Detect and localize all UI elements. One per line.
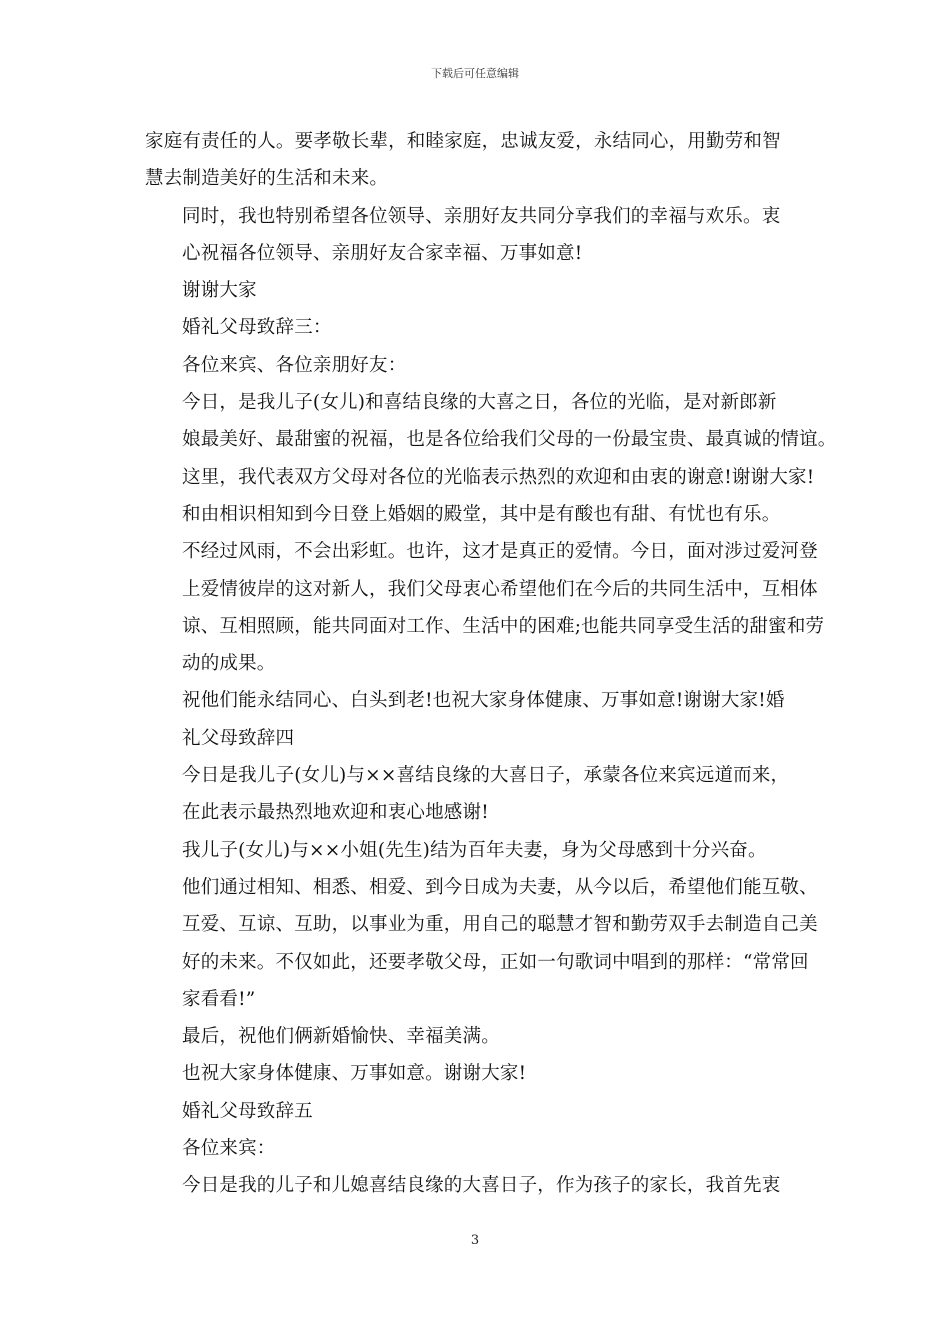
paragraph <box>145 496 825 682</box>
text-line: 心祝福各位领导、亲朋好友合家幸福、万事如意! <box>182 242 583 264</box>
text-line: 祝他们能永结同心、白头到老!也祝大家身体健康、万事如意!谢谢大家!婚 <box>182 690 785 712</box>
text-line: 家看看!” <box>182 988 256 1010</box>
paragraph <box>145 1018 811 1055</box>
paragraph <box>145 384 837 496</box>
text-line: 谅、互相照顾，能共同面对工作、生活中的困难;也能共同享受生活的甜蜜和劳 <box>182 615 825 637</box>
paragraph <box>145 1055 811 1092</box>
text-line: 这里，我代表双方父母对各位的光临表示热烈的欢迎和由衷的谢意!谢谢大家! <box>182 466 815 488</box>
text-line: 各位来宾： <box>182 1138 276 1160</box>
paragraph <box>145 309 811 346</box>
paragraph <box>145 1093 811 1130</box>
text-line: 最后，祝他们俩新婚愉快、幸福美满。 <box>182 1026 500 1048</box>
text-line: 家庭有责任的人。要孝敬长辈，和睦家庭，忠诚友爱，永结同心，用勤劳和智 <box>145 131 781 152</box>
paragraph <box>145 347 811 384</box>
text-line: 谢谢大家 <box>182 280 257 302</box>
document-body <box>145 123 837 1205</box>
paragraph <box>145 272 811 309</box>
text-line: 也祝大家身体健康、万事如意。谢谢大家! <box>182 1063 527 1085</box>
paragraph <box>145 757 811 832</box>
text-line: 今日，是我儿子(女儿)和喜结良缘的大喜之日，各位的光临，是对新郎新 <box>182 392 777 414</box>
text-line: 好的未来。不仅如此，还要孝敬父母，正如一句歌词中唱到的那样：“常常回 <box>182 951 809 973</box>
page-header: 下载后可任意编辑 <box>431 67 519 80</box>
text-line: 各位来宾、各位亲朋好友： <box>182 354 407 376</box>
text-line: 婚礼父母致辞五 <box>182 1100 313 1122</box>
text-line: 上爱情彼岸的这对新人，我们父母衷心希望他们在今后的共同生活中，互相体 <box>182 578 818 600</box>
text-line: 不经过风雨，不会出彩虹。也许，这才是真正的爱情。今日，面对涉过爱河登 <box>182 541 818 563</box>
paragraph <box>145 682 811 757</box>
paragraph <box>145 1130 811 1167</box>
text-line: 婚礼父母致辞三： <box>182 317 332 339</box>
text-line: 今日是我儿子(女儿)与××喜结良缘的大喜日子，承蒙各位来宾远道而来， <box>182 765 790 787</box>
text-line: 我儿子(女儿)与××小姐(先生)结为百年夫妻，身为父母感到十分兴奋。 <box>182 839 767 861</box>
text-line: 慧去制造美好的生活和未来。 <box>145 168 389 190</box>
text-line: 礼父母致辞四 <box>182 727 295 749</box>
page-number: 3 <box>470 1233 480 1248</box>
text-line: 互爱、互谅、互助，以事业为重，用自己的聪慧才智和勤劳双手去制造自己美 <box>182 914 818 936</box>
text-line: 娘最美好、最甜蜜的祝福，也是各位给我们父母的一份最宝贵、最真诚的情谊。 <box>182 429 837 451</box>
paragraph <box>145 123 811 198</box>
text-line: 动的成果。 <box>182 653 276 675</box>
text-line: 同时，我也特别希望各位领导、亲朋好友共同分享我们的幸福与欢乐。衷 <box>182 205 781 227</box>
paragraph <box>145 832 818 1018</box>
text-line: 在此表示最热烈地欢迎和衷心地感谢! <box>182 802 489 824</box>
text-line: 和由相识相知到今日登上婚姻的殿堂，其中是有酸也有甜、有忧也有乐。 <box>182 503 781 525</box>
paragraph <box>145 198 811 273</box>
text-line: 今日是我的儿子和儿媳喜结良缘的大喜日子，作为孩子的家长，我首先衷 <box>182 1175 781 1197</box>
text-line: 他们通过相知、相悉、相爱、到今日成为夫妻，从今以后，希望他们能互敬、 <box>182 876 818 898</box>
paragraph <box>145 1167 811 1204</box>
